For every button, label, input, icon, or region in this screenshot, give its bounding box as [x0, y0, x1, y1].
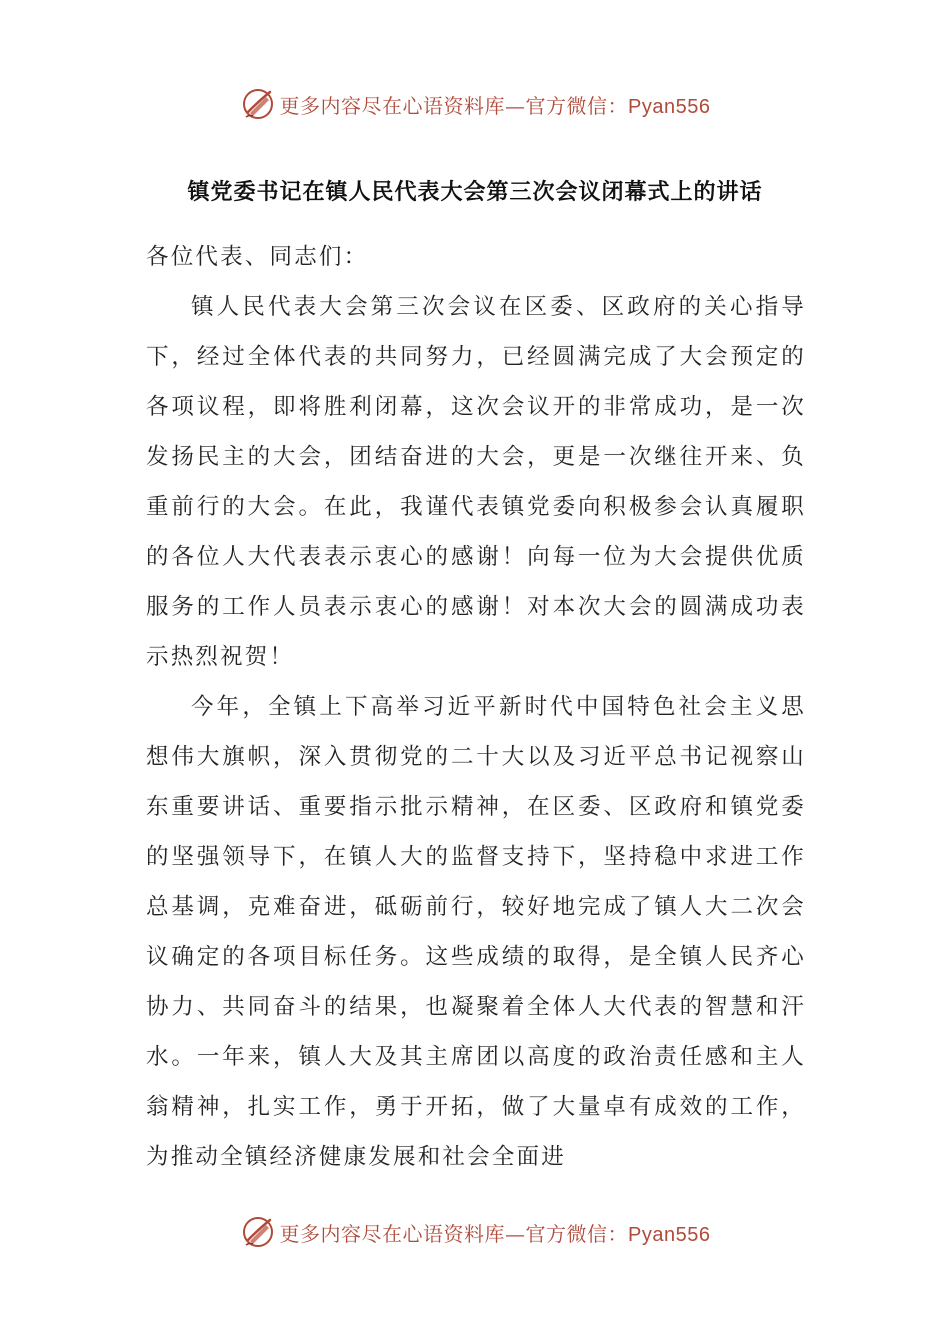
document-body: [146, 232, 806, 1182]
paragraph-2: 今年，全镇上下高举习近平新时代中国特色社会主义思想伟大旗帜，深入贯彻党的二十大以及习近平总书记视察山东重要讲话、重要指示批示精神，在区委、区政府和镇党委的坚强领导下，在镇人大的监督支持下，坚持稳中求进工作总基调，克难奋进，砥砺前行，较好地完成了镇人大二次会议确定的各项目标任务。这些成绩的取得，是全镇人民齐心协力、共同奋斗的结果，也凝聚着全体人大代表的智慧和汗水。一年来，镇人大及其主席团以高度的政治责任感和主人翁精神，扎实工作，勇于开拓，做了大量卓有成效的工作，为推动全镇经济健康发展和社会全面进: [146, 694, 806, 1170]
header-banner-label: 更多内容尽在心语资料库—官方微信：: [279, 93, 629, 118]
footer-banner-text: [280, 1218, 711, 1247]
pen-logo-icon: [240, 86, 276, 122]
header-wechat-id: Pyan556: [628, 95, 711, 118]
footer-wechat-id: Pyan556: [628, 1223, 711, 1246]
header-banner-text: [280, 90, 711, 119]
pen-logo-icon: [240, 1214, 276, 1250]
footer-banner: [0, 1212, 950, 1252]
footer-banner-label: 更多内容尽在心语资料库—官方微信：: [279, 1221, 629, 1246]
paragraph-1: 镇人民代表大会第三次会议在区委、区政府的关心指导下，经过全体代表的共同努力，已经圆满完成了大会预定的各项议程，即将胜利闭幕，这次会议开的非常成功，是一次发扬民主的大会，团结奋进的大会，更是一次继往开来、负重前行的大会。在此，我谨代表镇党委向积极参会认真履职的各位人大代表表示衷心的感谢！向每一位为大会提供优质服务的工作人员表示衷心的感谢！对本次大会的圆满成功表示热烈祝贺！: [146, 294, 806, 670]
document-title: 镇党委书记在镇人民代表大会第三次会议闭幕式上的讲话: [187, 180, 763, 205]
header-banner: [0, 84, 950, 124]
salutation: 各位代表、同志们：: [146, 244, 369, 270]
